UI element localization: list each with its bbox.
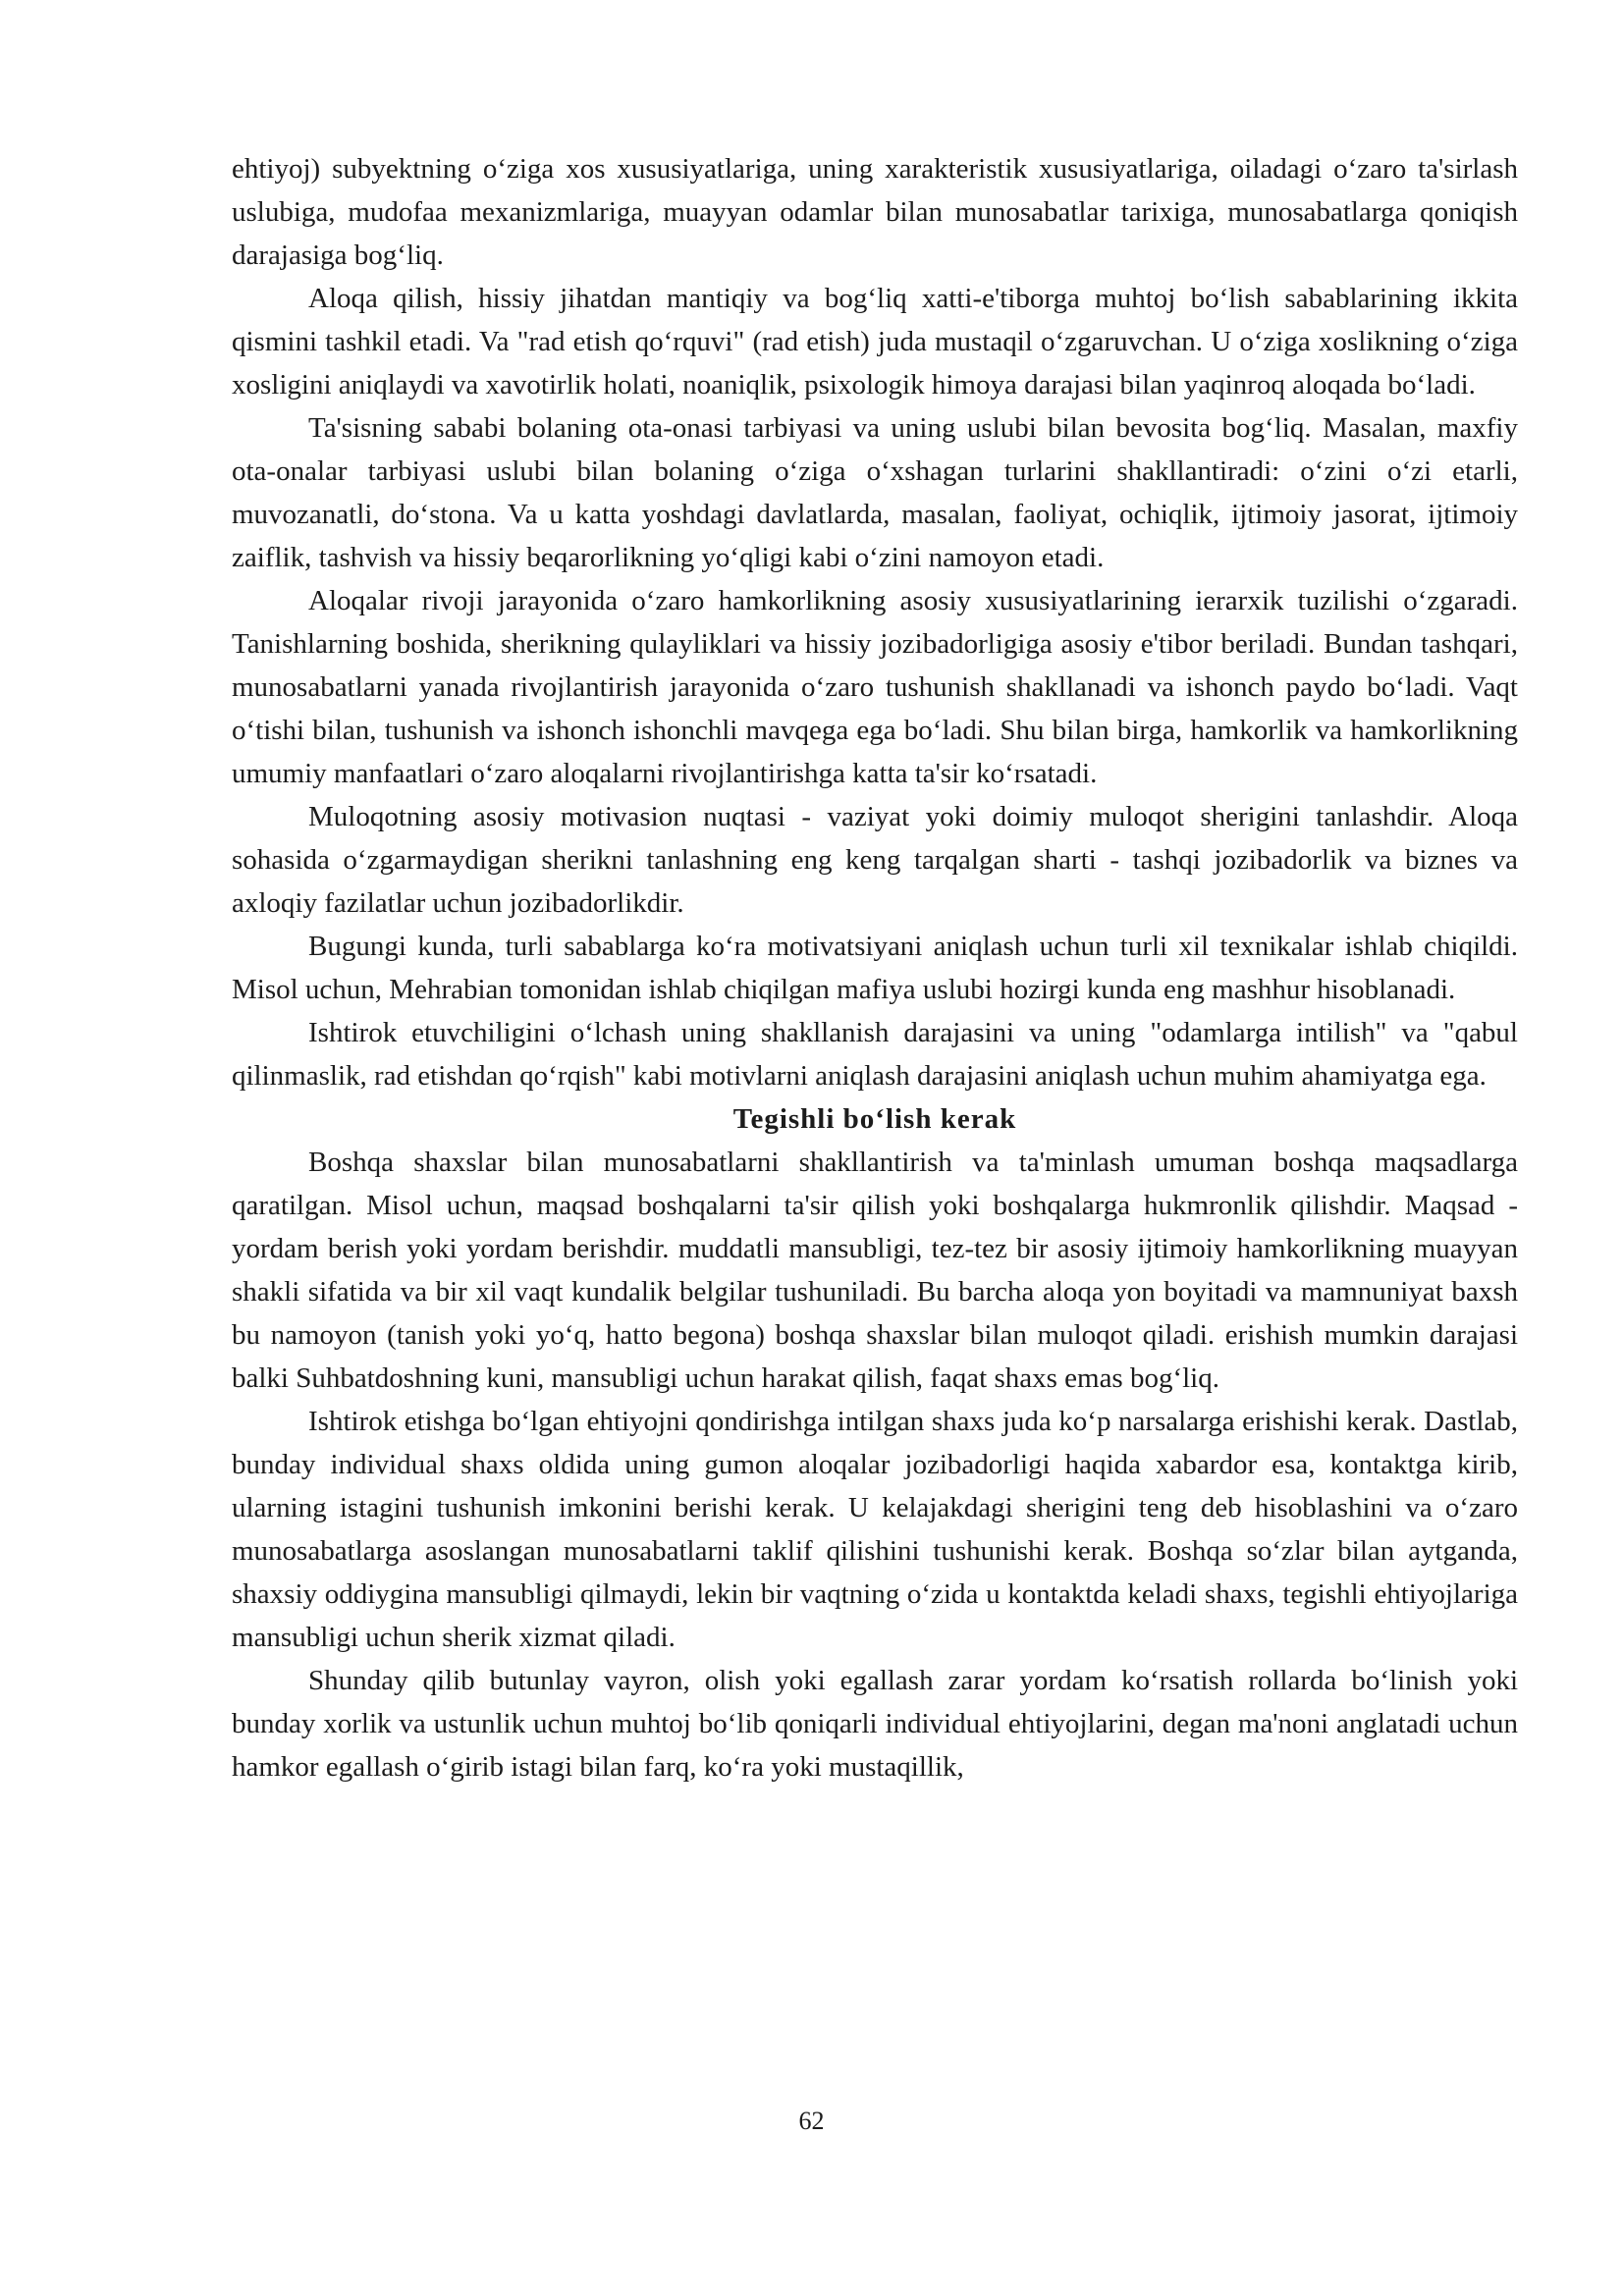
section-heading: Tegishli bo‘lish kerak <box>732 1103 1017 1135</box>
paragraph: Ishtirok etishga bo‘lgan ehtiyojni qondirishga intilgan shaxs juda ko‘p narsalarga erishishi kerak. Dastlab, bunday individual shaxs oldida uning gumon aloqalar jozibadorligi haqida xabardor esa, kontaktga kirib, ularning istagini tushunish imkonini berishi kerak. U kelajakdagi sherigini teng deb hisoblashini va o‘zaro munosabatlarga asoslangan munosabatlarni taklif qilishini tushunishi kerak. Boshqa so‘zlar bilan aytganda, shaxsiy oddiygina mansubligi qilmaydi, lekin bir vaqtning o‘zida u kontaktda keladi shaxs, tegishli ehtiyojlariga mansubligi uchun sherik xizmat qiladi. <box>232 1406 1518 1653</box>
paragraph: Aloqalar rivoji jarayonida o‘zaro hamkorlikning asosiy xususiyatlarining ierarxik tuzilishi o‘zgaradi. Tanishlarning boshida, sherikning qulayliklari va hissiy jozibadorligiga asosiy e'tibor beriladi. Bundan tashqari, munosabatlarni yanada rivojlantirish jarayonida o‘zaro tushunish shakllanadi va ishonch paydo bo‘ladi. Vaqt o‘tishi bilan, tushunish va ishonch ishonchli mavqega ega bo‘ladi. Shu bilan birga, hamkorlik va hamkorlikning umumiy manfaatlari o‘zaro aloqalarni rivojlantirishga katta ta'sir ko‘rsatadi. <box>232 585 1518 789</box>
document-text <box>232 147 1518 1789</box>
paragraph: Ta'sisning sababi bolaning ota-onasi tarbiyasi va uning uslubi bilan bevosita bog‘liq. Masalan, maxfiy ota-onalar tarbiyasi uslubi bilan bolaning o‘ziga o‘xshagan turlarini shakllantiradi: o‘zini o‘zi etarli, muvozanatli, do‘stona. Va u katta yoshdagi davlatlarda, masalan, faoliyat, ochiqlik, ijtimoiy jasorat, ijtimoiy zaiflik, tashvish va hissiy beqarorlikning yo‘qligi kabi o‘zini namoyon etadi. <box>232 412 1518 573</box>
paragraph: Bugungi kunda, turli sabablarga ko‘ra motivatsiyani aniqlash uchun turli xil texnikalar ishlab chiqildi. Misol uchun, Mehrabian tomonidan ishlab chiqilgan mafiya uslubi hozirgi kunda eng mashhur hisoblanadi. <box>232 931 1518 1005</box>
paragraph: Aloqa qilish, hissiy jihatdan mantiqiy va bog‘liq xatti-e'tiborga muhtoj bo‘lish sabablarining ikkita qismini tashkil etadi. Va "rad etish qo‘rquvi" (rad etish) juda mustaqil o‘zgaruvchan. U o‘ziga xoslikning o‘ziga xosligini aniqlaydi va xavotirlik holati, noaniqlik, psixologik himoya darajasi bilan yaqinroq aloqada bo‘ladi. <box>232 283 1518 400</box>
paragraph: Muloqotning asosiy motivasion nuqtasi - vaziyat yoki doimiy muloqot sherigini tanlashdir. Aloqa sohasida o‘zgarmaydigan sherikni tanlashning eng keng tarqalgan sharti - tashqi jozibadorlik va biznes va axloqiy fazilatlar uchun jozibadorlikdir. <box>232 801 1518 919</box>
paragraph: Boshqa shaxslar bilan munosabatlarni shakllantirish va ta'minlash umuman boshqa maqsadlarga qaratilgan. Misol uchun, maqsad boshqalarni ta'sir qilish yoki boshqalarga hukmronlik qilishdir. Maqsad - yordam berish yoki yordam berishdir. muddatli mansubligi, tez-tez bir asosiy ijtimoiy hamkorlikning muayyan shakli sifatida va bir xil vaqt kundalik belgilar tushuniladi. Bu barcha aloqa yon boyitadi va mamnuniyat baxsh bu namoyon (tanish yoki yo‘q, hatto begona) boshqa shaxslar bilan muloqot qiladi. erishish mumkin darajasi balki Suhbatdoshning kuni, mansubligi uchun harakat qilish, faqat shaxs emas bog‘liq. <box>232 1147 1518 1394</box>
page-number: 62 <box>798 2107 825 2135</box>
paragraph: Ishtirok etuvchiligini o‘lchash uning shakllanish darajasini va uning "odamlarga intilish" va "qabul qilinmaslik, rad etishdan qo‘rqish" kabi motivlarni aniqlash darajasini aniqlash uchun muhim ahamiyatga ega. <box>232 1017 1518 1092</box>
paragraph: Shunday qilib butunlay vayron, olish yoki egallash zarar yordam ko‘rsatish rollarda bo‘linish yoki bunday xorlik va ustunlik uchun muhtoj bo‘lib qoniqarli individual ehtiyojlarini, degan ma'noni anglatadi uchun hamkor egallash o‘girib istagi bilan farq, ko‘ra yoki mustaqillik, <box>232 1665 1518 1783</box>
paragraph-continuation: ehtiyoj) subyektning o‘ziga xos xususiyatlariga, uning xarakteristik xususiyatlariga, oiladagi o‘zaro ta'sirlash uslubiga, mudofaa mexanizmlariga, muayyan odamlar bilan munosabatlar tarixiga, munosabatlarga qoniqish darajasiga bog‘liq. <box>232 153 1518 271</box>
